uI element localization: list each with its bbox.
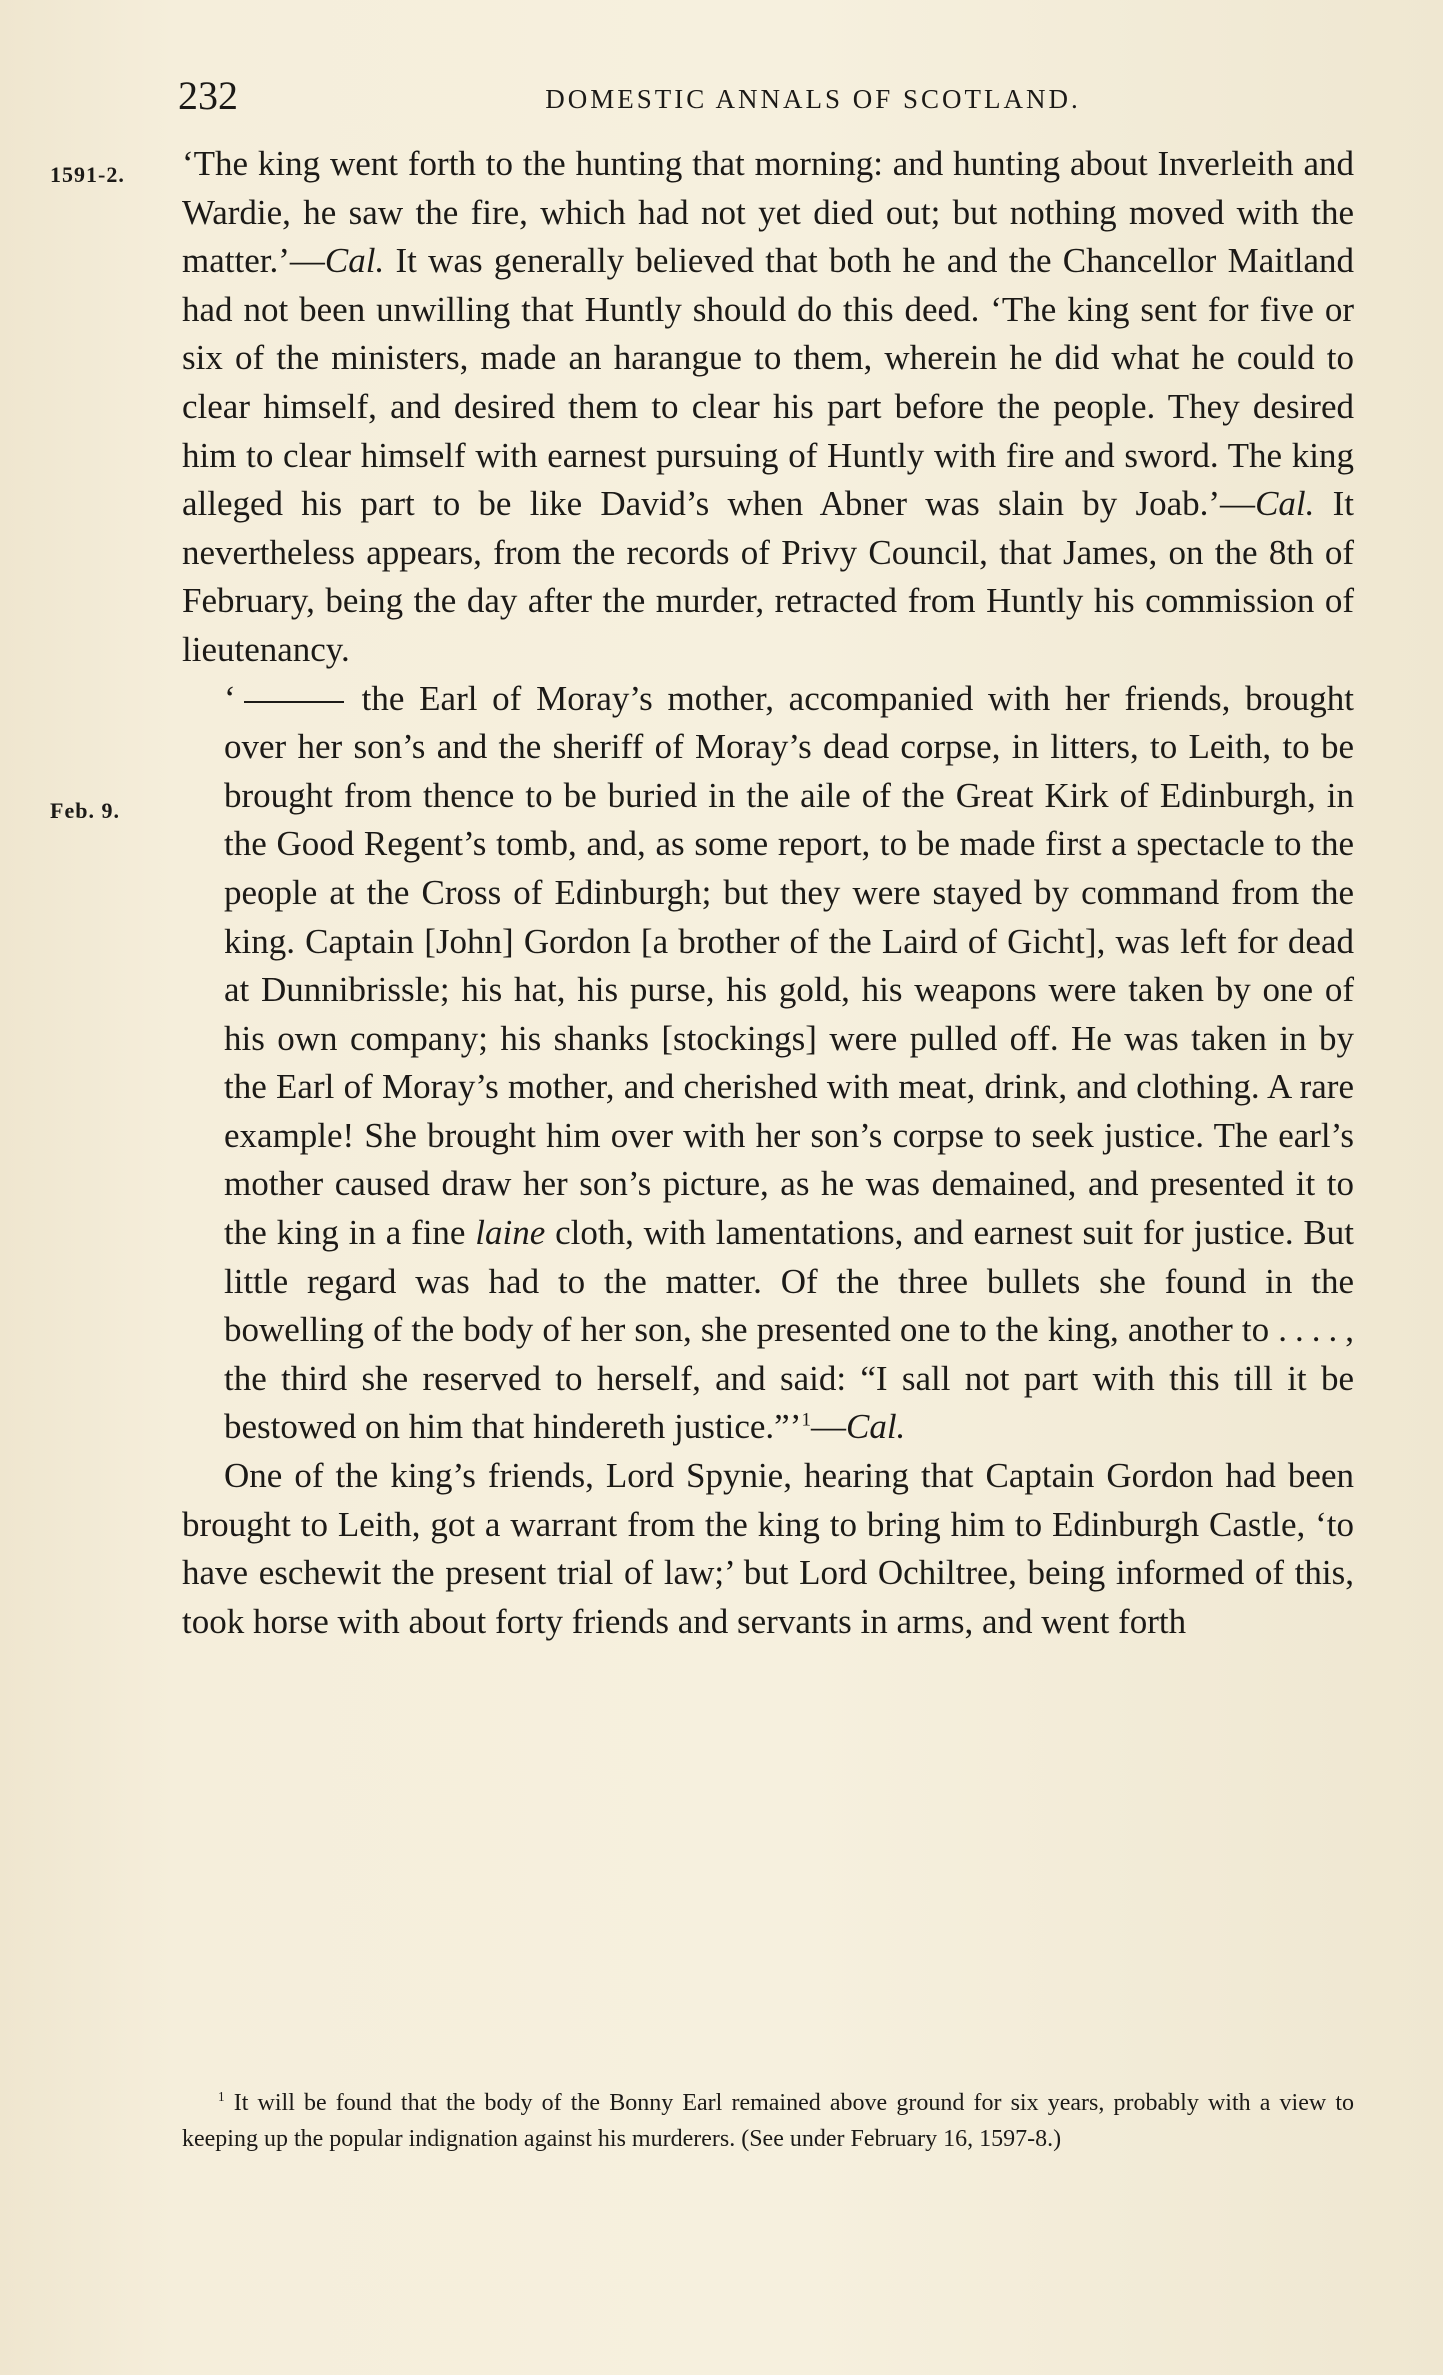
margin-year: 1591-2. [50,162,125,187]
running-title: DOMESTIC ANNALS OF SCOTLAND. [545,84,1081,114]
margin-date: Feb. 9. [50,798,120,823]
italic-laine: laine [475,1213,546,1253]
paragraph-1: ‘The king went forth to the hunting that morning: and hunting about Inverleith and Wardie, he saw the fire, which had not yet died out; but nothing moved with the matter.’—Cal. It was generally believed that both he and the Chancellor Maitland had not been unwilling that Huntly should do this deed. ‘The king sent for five or six of the ministers, made an harangue to them, wherein he did what he could to clear himself, and desired them to clear his part before the people. They desired him to clear himself with earnest pursuing of Huntly with fire and sword. The king alleged his part to be like David’s when Abner was slain by Joab.’—Cal. It nevertheless appears, from the records of Privy Council, that James, on the 8th of February, being the day after the murder, retracted from Huntly his commission of lieutenancy. [182,144,1354,669]
paragraph-3: One of the king’s friends, Lord Spynie, hearing that Captain Gordon had been brought to Leith, got a warrant from the king to bring him to Edinburgh Castle, ‘to have eschewit the present trial of law;’ but Lord Ochiltree, being informed of this, took horse with about forty friends and servants in arms, and went forth [182,1456,1354,1641]
footnote-text: It will be found that the body of the Bonny Earl remained above ground for six years, probably with a view to keeping up the popular indignation against his murderers. (See under February 16, 1597-8.) [182,2090,1354,2152]
page-number: 232 [178,73,238,118]
ellipsis: .... [1278,1310,1346,1350]
footnote-ref: 1 [801,1409,811,1431]
citation-cal: Cal. [1255,484,1315,524]
citation-cal: Cal. [845,1407,906,1447]
page-header [178,72,1358,122]
body-text [182,140,1354,1646]
paragraph-2: ‘ the Earl of Moray’s mother, accompanied with her friends, brought over her son’s and the sheriff of Moray’s dead corpse, in litters, to Leith, to be brought from thence to be buried in the aile of the Great Kirk of Edinburgh, in the Good Regent’s tomb, and, as some report, to be made first a spectacle to the people at the Cross of Edinburgh; but they were stayed by command from the king. Captain [John] Gordon [a brother of the Laird of Gicht], was left for dead at Dunnibrissle; his hat, his purse, his gold, his weapons were taken by one of his own company; his shanks [stockings] were pulled off. He was taken in by the Earl of Moray’s mother, and cherished with meat, drink, and clothing. A rare example! She brought him over with her son’s corpse to seek justice. The earl’s mother caused draw her son’s picture, as he was demained, and presented it to the king in a fine laine cloth, with lamentations, and earnest suit for justice. But little regard was had to the matter. Of the three bullets she found in the bowelling of the body of her son, she presented one to the king, another to ...., the third she reserved to herself, and said: “I sall not part with this till it be bestowed on him that hindereth justice.”’$^1$—Cal. [224,678,1354,1447]
citation-cal: Cal. [324,241,385,281]
footnote-marker: 1 [218,2089,225,2104]
omission-dash [244,701,344,703]
footnote [182,2085,1354,2157]
